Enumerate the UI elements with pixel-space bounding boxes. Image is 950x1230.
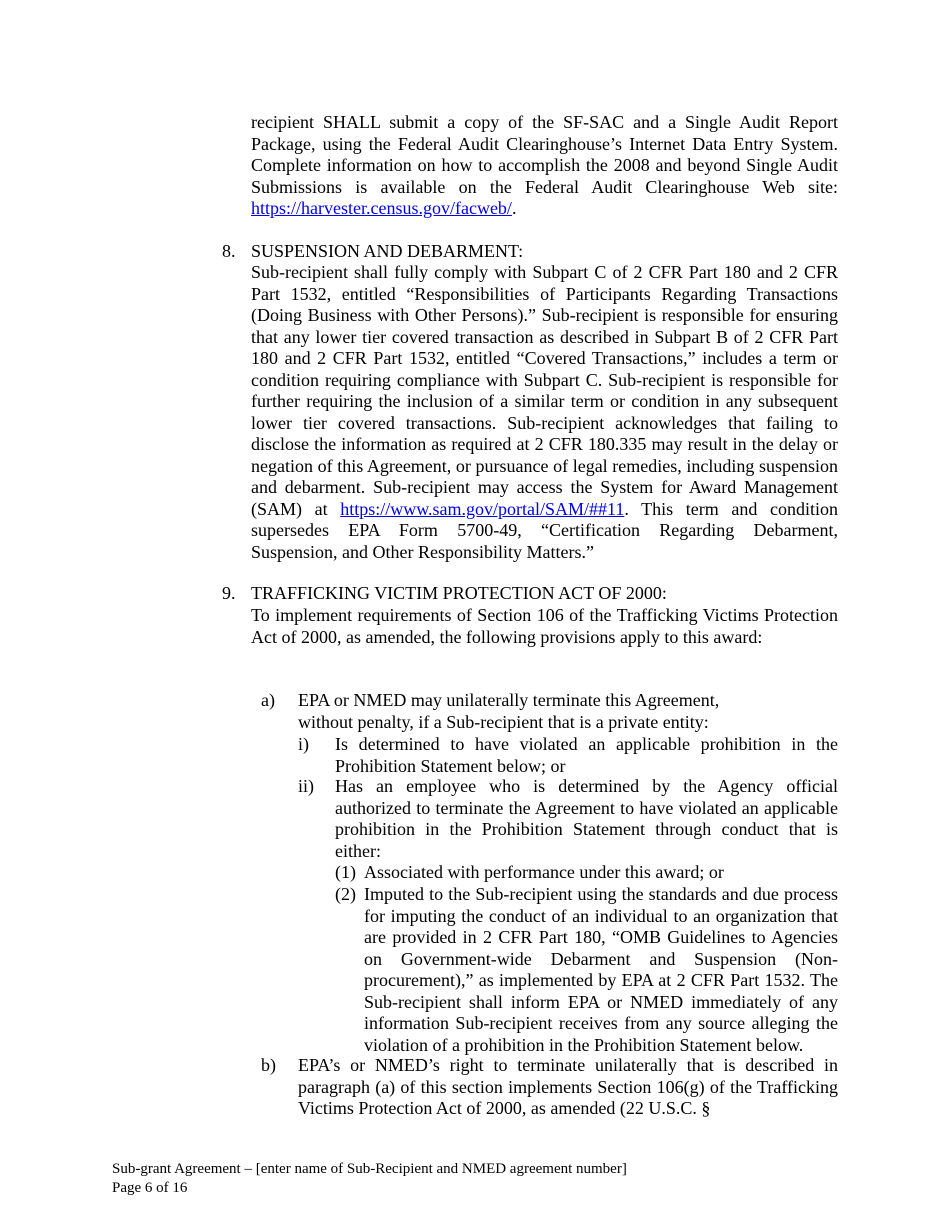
section-9-number: 9. bbox=[222, 583, 236, 603]
sub-ii-text: Has an employee who is determined by the Agency official authorized to terminate the Agreement to have violated an applicable prohibition in the Prohibition Statement through conduct that is either: bbox=[335, 776, 838, 861]
footer-agreement-line: Sub-grant Agreement – [enter name of Sub-Recipient and NMED agreement number] bbox=[112, 1161, 627, 1177]
section-9-intro: To implement requirements of Section 106 of the Trafficking Victims Protection Act of 2000, as amended, the following provisions apply to this award: bbox=[251, 605, 838, 647]
item-a-line1: EPA or NMED may unilaterally terminate this Agreement, bbox=[298, 690, 720, 710]
section-9-heading: TRAFFICKING VICTIM PROTECTION ACT OF 2000: bbox=[251, 583, 667, 603]
section-8-text-end: . This term and condition supersedes EPA Form 5700-49, “Certification Regarding Debarment, Suspension, and Other Responsibility Matters.” bbox=[251, 498, 838, 562]
sub-1-label: (1) bbox=[335, 862, 356, 882]
section-8-body bbox=[251, 262, 838, 563]
section-8-text: Sub-recipient shall fully comply with Subpart C of 2 CFR Part 180 and 2 CFR Part 1532, entitled “Responsibilities of Participants Regarding Transactions (Doing Business with Other Persons).” Sub-recipient is responsible for ensuring that any lower tier covered transaction as described in Subpart B of 2 CFR Part 180 and 2 CFR Part 1532, entitled “Covered Transactions,” includes a term or condition requiring compliance with Subpart C. Sub-recipient is responsible for further requiring the inclusion of a similar term or condition in any subsequent lower tier covered transactions. Sub-recipient acknowledges that failing to disclose the information as required at 2 CFR 180.335 may result in the delay or negation of this Agreement, or pursuance of legal remedies, including suspension and debarment. Sub-recipient may access the System for Award Management (SAM) at bbox=[251, 262, 838, 519]
sub-1-text: Associated with performance under this award; or bbox=[364, 862, 724, 882]
item-a-line2: without penalty, if a Sub-recipient that is a private entity: bbox=[298, 712, 709, 732]
intro-paragraph bbox=[251, 112, 838, 220]
sub-2-text: Imputed to the Sub-recipient using the standards and due process for imputing the conduct of an individual to an organization that are provided in 2 CFR Part 180, “OMB Guidelines to Agencies on Government-wide Debarment and Suspension (Non-procurement),” as implemented by EPA at 2 CFR Part 1532. The Sub-recipient shall inform EPA or NMED immediately of any information Sub-recipient receives from any source alleging the violation of a prohibition in the Prohibition Statement below. bbox=[364, 884, 838, 1055]
intro-text: recipient SHALL submit a copy of the SF-SAC and a Single Audit Report Package, using the Federal Audit Clearinghouse’s Internet Data Entry System. Complete information on how to accomplish the 2008 and beyond Single Audit Submissions is available on the Federal Audit Clearinghouse Web site: bbox=[251, 112, 838, 197]
sub-2-label: (2) bbox=[335, 884, 356, 904]
item-b-label: b) bbox=[261, 1055, 276, 1075]
sub-i-text: Is determined to have violated an applicable prohibition in the Prohibition Statement below; or bbox=[335, 734, 838, 776]
section-8-heading: SUSPENSION AND DEBARMENT: bbox=[251, 241, 524, 261]
sub-i-label: i) bbox=[298, 734, 309, 754]
facweb-link[interactable]: https://harvester.census.gov/facweb/ bbox=[251, 198, 512, 218]
item-b-text: EPA’s or NMED’s right to terminate unilaterally that is described in paragraph (a) of this section implements Section 106(g) of the Trafficking Victims Protection Act of 2000, as amended (22 U.S.C. § bbox=[298, 1055, 838, 1118]
intro-text-end: . bbox=[511, 198, 517, 218]
section-8-number: 8. bbox=[222, 241, 236, 261]
sub-ii-label: ii) bbox=[298, 776, 314, 796]
footer-page-number: Page 6 of 16 bbox=[112, 1180, 188, 1196]
item-a-label: a) bbox=[261, 690, 275, 710]
sam-link[interactable]: https://www.sam.gov/portal/SAM/##11 bbox=[340, 498, 625, 519]
